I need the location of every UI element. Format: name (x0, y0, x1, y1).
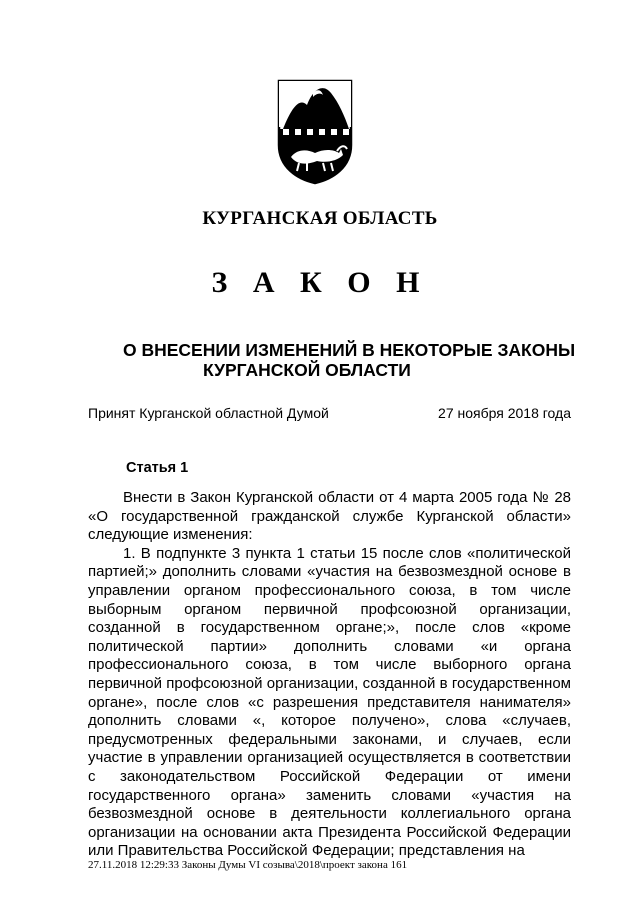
law-title-line-1: О ВНЕСЕНИИ ИЗМЕНЕНИЙ В НЕКОТОРЫЕ ЗАКОНЫ (123, 340, 576, 360)
article-item-1-paragraph: 1. В подпункте 3 пункта 1 статьи 15 после слов «политической партией;» дополнить словами «участия на безвозмездной основе в управлении органом профессионального союза, в том числе выборным органом первичной профсоюзной организации, созданной в государственном органе;», после слов «кроме политической партии» дополнить словами «и органа профессионального союза, в том числе выборного органа первичной профсоюзной организации, созданной в государственном органе», после слов «с разрешения представителя нанимателя» дополнить словами «, которое получено», слова «случаев, предусмотренных федеральными законами, и случаев, если участие в управлении организацией осуществляется в соответствии с законодательством Российской Федерации от имени государственного органа» заменить словами «участия на безвозмездной основе в деятельности коллегиального органа организации на основании акта Президента Российской Федерации или Правительства Российской Федерации; представления на (88, 544, 571, 860)
coat-of-arms-emblem (277, 79, 353, 185)
adopted-by: Принят Курганской областной Думой (88, 405, 329, 421)
article-body (88, 489, 571, 861)
adoption-date: 27 ноября 2018 года (438, 405, 571, 421)
region-name: КУРГАНСКАЯ ОБЛАСТЬ (202, 208, 438, 229)
article-intro-paragraph: Внести в Закон Курганской области от 4 марта 2005 года № 28 «О государственной гражданской службе Курганской области» следующие изменения: (88, 489, 571, 544)
article-heading: Статья 1 (126, 460, 189, 476)
law-title-line-2: КУРГАНСКОЙ ОБЛАСТИ (203, 360, 411, 380)
document-footer: 27.11.2018 12:29:33 Законы Думы VI созыва\2018\проект закона 161 (88, 859, 408, 871)
document-type: З А К О Н (211, 266, 429, 299)
